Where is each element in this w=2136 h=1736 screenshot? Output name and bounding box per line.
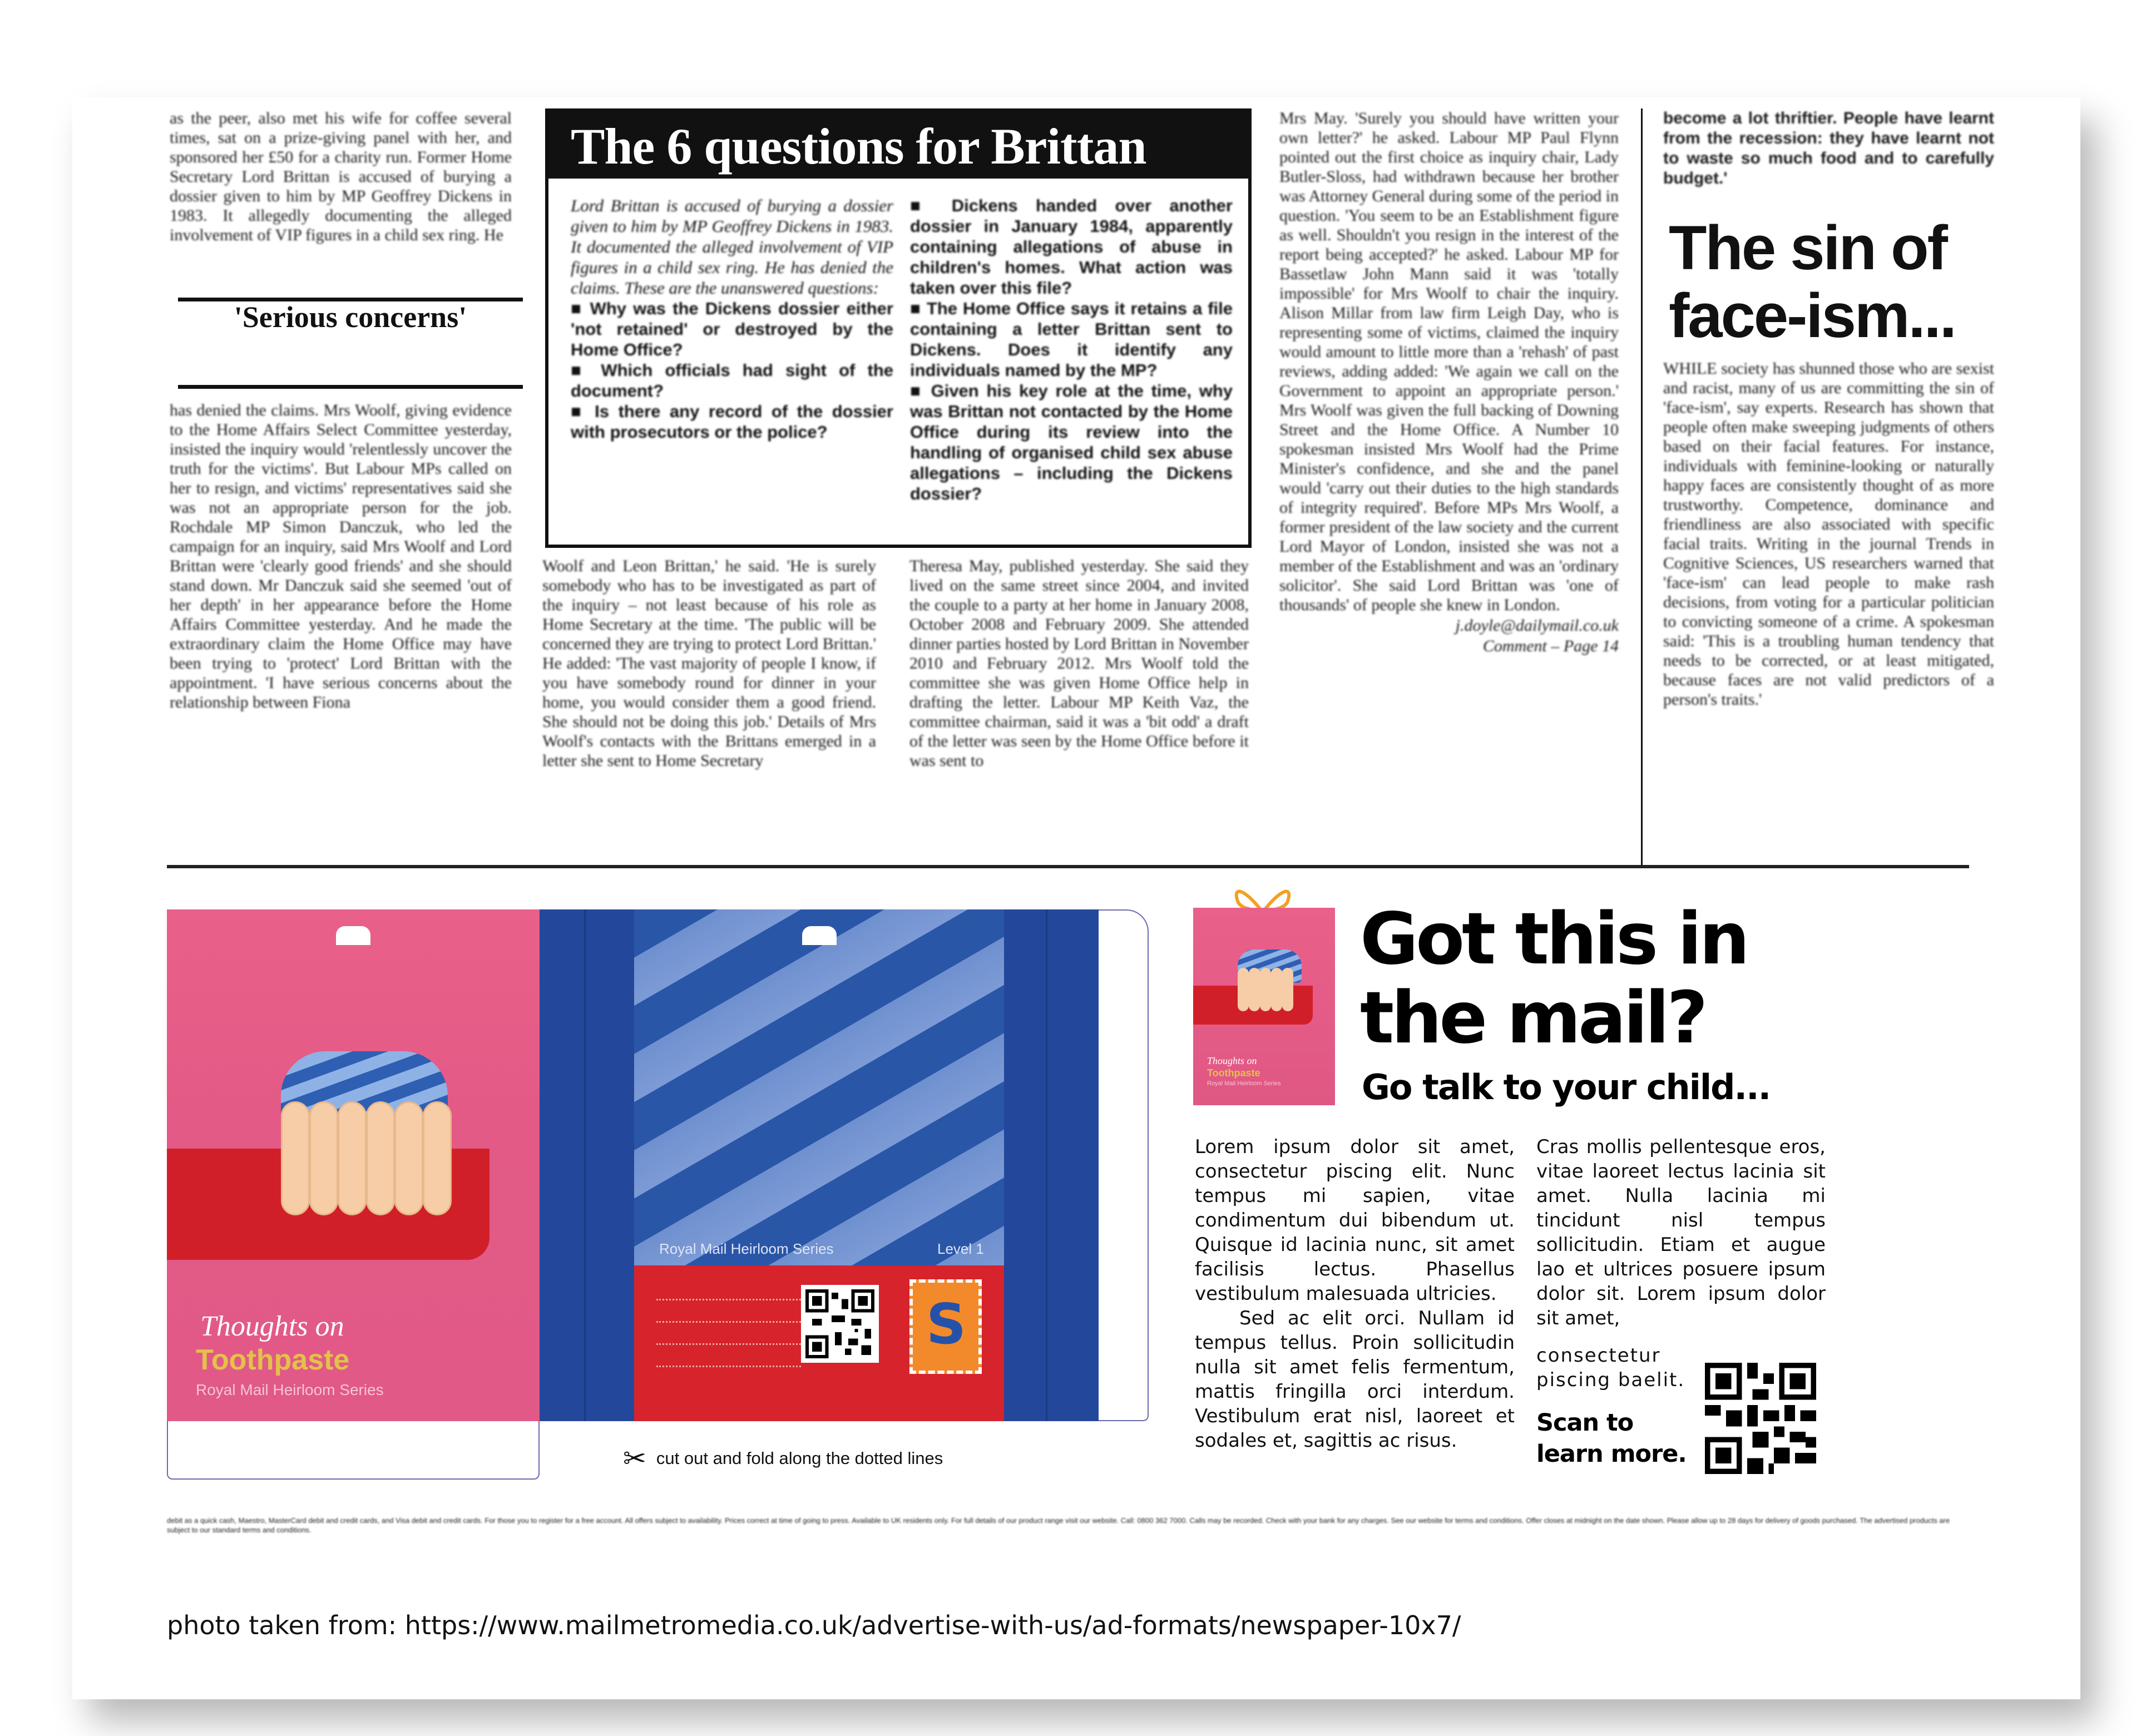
news-byline: j.doyle@dailymail.co.uk bbox=[1455, 616, 1619, 635]
questions-box-header bbox=[548, 112, 1248, 179]
pack-side-flap bbox=[1099, 909, 1149, 1421]
bristle bbox=[338, 1101, 367, 1215]
bristle bbox=[1271, 968, 1282, 1011]
ad-subheadline: Go talk to your child... bbox=[1362, 1067, 1771, 1107]
pack-series-label: Royal Mail Heirloom Series bbox=[196, 1381, 384, 1398]
news-column-4: Mrs May. 'Surely you should have written your own letter?' he asked. Labour MP Paul Flynn pointed out the first choice as inquiry chair, Lady Butler-Sloss, had withdrawn because her brother was Attorney General during some of the period in question. 'You seem to be an Establishment figure as well. Shouldn't you resign in the interest of the report being accepted?' he asked. Labour MP for Bassetlaw John Mann said it was 'totally impossible' for Mrs Woolf to chair the inquiry. Alison Millar from law firm Leigh Day, who is representing some of victims, claimed the inquiry would amount to little more than a 'rehash' of past reviews, adding added: 'We again we call on the Government to appoint an appropriate person.' Mrs Woolf was given the full backing of Downing Street and the Home Office. A Number 10 spokesman insisted Mrs Woolf had the Prime Minister's confidence, and she and the panel would 'carry out their duties to the high standards of integrity required'. Before MPs Mrs Woolf, a former president of the law society and the current Lord Mayor of London, insisted she was not a member of the Establishment and was an 'ordinary solicitor'. She said Lord Brittan was 'one of thousands' of people she knew in London. j.doyle@dailymail.co.uk Comment – Page 14 bbox=[1279, 109, 1619, 655]
thumbnail-title-bold: Toothpaste bbox=[1207, 1067, 1260, 1079]
ad-body-right: Cras mollis pellentesque eros, vitae laoreet lectus lacinia sit amet. Nulla lacinia mi tincidunt nisl tempus sollicitudin. Etiam et augue lao et ultrices posuere ipsum dolor sit. Lorem ipsum dolor sit amet, bbox=[1536, 1136, 1826, 1329]
qr-code-icon[interactable] bbox=[1705, 1363, 1816, 1474]
cut-instruction-text: cut out and fold along the dotted lines bbox=[656, 1448, 943, 1468]
back-level-label: Level 1 bbox=[937, 1240, 984, 1257]
photo-source-caption: photo taken from: https://www.mailmetromedia.co.uk/advertise-with-us/ad-formats/newspaper-10x7/ bbox=[167, 1610, 1461, 1640]
back-series-label: Royal Mail Heirloom Series bbox=[659, 1240, 834, 1257]
cut-instruction bbox=[623, 1442, 943, 1475]
fold-line bbox=[584, 909, 586, 1421]
questions-box bbox=[545, 108, 1252, 548]
bristle bbox=[1249, 968, 1260, 1011]
postage-stamp-icon bbox=[909, 1279, 982, 1374]
address-line bbox=[656, 1366, 801, 1367]
subhead-rule-bottom bbox=[178, 385, 523, 389]
news-subhead: 'Serious concerns' bbox=[234, 300, 467, 334]
news-column-5-body: WHILE society has shunned those who are sexist and racist, many of us are committing the sin of 'face-ism', say experts. Research has shown that people often make sweeping judgments of others based on their facial features. For instance, individuals with feminine-looking or naturally happy faces are consistently thought of as more trustworthy. Competence, dominance and friendliness are also associated with specific facial traits. Writing in the journal Trends in Cognitive Sciences, US researchers warned that 'face-ism' can lead people to make rash decisions, from voting for a particular politician to convicting someone of a crime. A spokesman said: 'This is a troubling human tendency that needs to be corrected, or at least mitigated, because faces are not valid predictors of a person's traits.' bbox=[1663, 359, 1994, 709]
address-line bbox=[656, 1321, 801, 1323]
pack-qr-code-icon bbox=[801, 1285, 879, 1363]
stamp-glyph: S bbox=[926, 1292, 967, 1357]
bristle bbox=[394, 1101, 423, 1215]
pack-title-italic: Thoughts on bbox=[200, 1310, 344, 1342]
news-column-3: Theresa May, published yesterday. She said they lived on the same street since 2004, and invited the couple to a party at her home in January 2008, October 2008 and February 2009. She attended dinner parties hosted by Lord Brittan in November 2010 and February 2012. Mrs Woolf told the committee she was given Home Office help in drafting the letter. Labour MP Keith Vaz, the committee chairman, said it was a 'bit odd' a draft of the letter was seen by the Home Office before it was sent to bbox=[909, 557, 1249, 770]
hang-hole bbox=[802, 926, 837, 945]
bristle bbox=[1282, 968, 1293, 1011]
questions-column-right: ■ Dickens handed over another dossier in January 1984, apparently containing allegations of abuse in children's homes. What action was taken over this file? ■ The Home Office says it retains a file containing a letter Brittan sent to Dickens. Does it identify any individuals named by the MP? ■ Given his key role at the time, why was Brittan not contacted by the Home Office during its review into the handling of organised child sex abuse allegations – including the Dickens dossier? bbox=[910, 196, 1233, 503]
news-column-5-top: become a lot thriftier. People have learnt from the recession: they have learnt not to waste so much food and to carefully budget.' bbox=[1663, 109, 1994, 187]
questions-column-left: Lord Brittan is accused of burying a dossier given to him by MP Geoffrey Dickens in 1983. It documented the alleged involvement of VIP figures in a child sex ring. He has denied the claims. These are the unanswered questions: ■ Why was the Dickens dossier either 'not retained' or destroyed by the Home Office? ■ Which officials had sight of the document? ■ Is there any record of the dossier with prosecutors or the police? bbox=[571, 196, 893, 442]
scan-cta: Scan to learn more. bbox=[1536, 1409, 1687, 1468]
pack-bottom-flap bbox=[167, 1421, 540, 1480]
pack-thumbnail bbox=[1193, 908, 1335, 1105]
bristle bbox=[423, 1101, 452, 1215]
fold-line bbox=[1046, 909, 1047, 1421]
scissors-icon: ✂ bbox=[623, 1442, 646, 1475]
face-ism-headline: The sin of face-ism... bbox=[1669, 213, 1955, 350]
ad-body-right-tail: consectetur piscing baelit. bbox=[1536, 1344, 1685, 1391]
news-column-2: Woolf and Leon Brittan,' he said. 'He is surely somebody who has to be investigated as part of the inquiry – not least because of his role as Home Secretary at the time. 'The public will be concerned they are trying to protect Lord Brittan.' He added: 'The vast majority of people I know, if you have somebody round for dinner in your home, you would consider them a good friend. She should not be doing this job.' Details of Mrs Woolf's contacts with the Brittans emerged in a letter she sent to Home Secretary bbox=[542, 557, 876, 770]
pack-front-panel bbox=[167, 909, 540, 1421]
hang-hole bbox=[336, 926, 370, 945]
pack-side-panel-left bbox=[540, 909, 634, 1421]
bristle bbox=[366, 1101, 395, 1215]
thumbnail-title-italic: Thoughts on bbox=[1207, 1055, 1257, 1066]
news-comment-ref: Comment – Page 14 bbox=[1482, 637, 1619, 655]
address-line bbox=[656, 1343, 801, 1345]
fine-print: debit as a quick cash, Maestro, MasterCard debit and credit cards, and Visa debit and credit cards. For those you to register for a free account. All offers subject to availability. Prices correct at time of going to press. Available to UK residents only. For full details of our product range visit our website. Call: 0800 362 7000. Calls may be recorded. Check with your bank for any charges. See our website for terms and conditions. Offer closes at midnight on the date shown. Please allow up to 28 days for delivery of goods purchased. The advertised products are subject to our standard terms and conditions. bbox=[167, 1516, 1950, 1534]
address-line bbox=[656, 1299, 801, 1300]
bristle bbox=[281, 1101, 310, 1215]
ad-headline: Got this in the mail? bbox=[1360, 898, 1747, 1060]
bristle bbox=[1260, 968, 1271, 1011]
newspaper-bottom-rule bbox=[167, 865, 1969, 868]
pack-title-bold: Toothpaste bbox=[196, 1344, 350, 1376]
news-column-1-bottom: has denied the claims. Mrs Woolf, giving evidence to the Home Affairs Select Committee yesterday, insisted the inquiry would 'relentlessly uncover the truth for the victims'. But Labour MPs called on her to resign, and victims' representatives said she was not an appropriate person for the job. Rochdale MP Simon Danczuk, who led the campaign for an inquiry, said Mrs Woolf and Lord Brittan were 'clearly good friends' and she should stand down. Mr Danczuk said she seemed 'out of her depth' in her appearance before the Home Affairs Committee yesterday. And he made the extraordinary claim the Home Office may have been trying to 'protect' Lord Brittan with the appointment. 'I have serious concerns about the relationship between Fiona bbox=[170, 401, 512, 711]
column-divider bbox=[1641, 108, 1643, 865]
ad-body-left: Lorem ipsum dolor sit amet, consectetur piscing elit. Nunc tempus mi sapien, vitae condimentum dui bibendum ut. Quisque id lacinia nunc, sit amet facilisis lectus. Phasellus vestibulum malesuada ultricies. Sed ac elit orci. Nullam id tempus tellus. Proin sollicitudin nulla sit amet felis fermentum, mattis fringilla orci interdum. Vestibulum erat nisl, laoreet et sodales et, sagittis ac risus. bbox=[1195, 1136, 1515, 1452]
pack-side-panel-right bbox=[1004, 909, 1099, 1421]
bristle bbox=[309, 1101, 338, 1215]
pack-back-panel bbox=[634, 909, 1004, 1421]
thumbnail-series: Royal Mail Heirloom Series bbox=[1207, 1080, 1281, 1087]
questions-box-title: The 6 questions for Brittan bbox=[571, 118, 1146, 175]
bristle bbox=[1238, 968, 1249, 1011]
news-column-1-top: as the peer, also met his wife for coffee several times, sat on a prize-giving panel with her, and sponsored her £50 for a charity run. Former Home Secretary Lord Brittan is accused of burying a dossier given to him by MP Geoffrey Dickens in 1983. It allegedly documenting the alleged involvement of VIP figures in a child sex ring. He bbox=[170, 109, 512, 244]
